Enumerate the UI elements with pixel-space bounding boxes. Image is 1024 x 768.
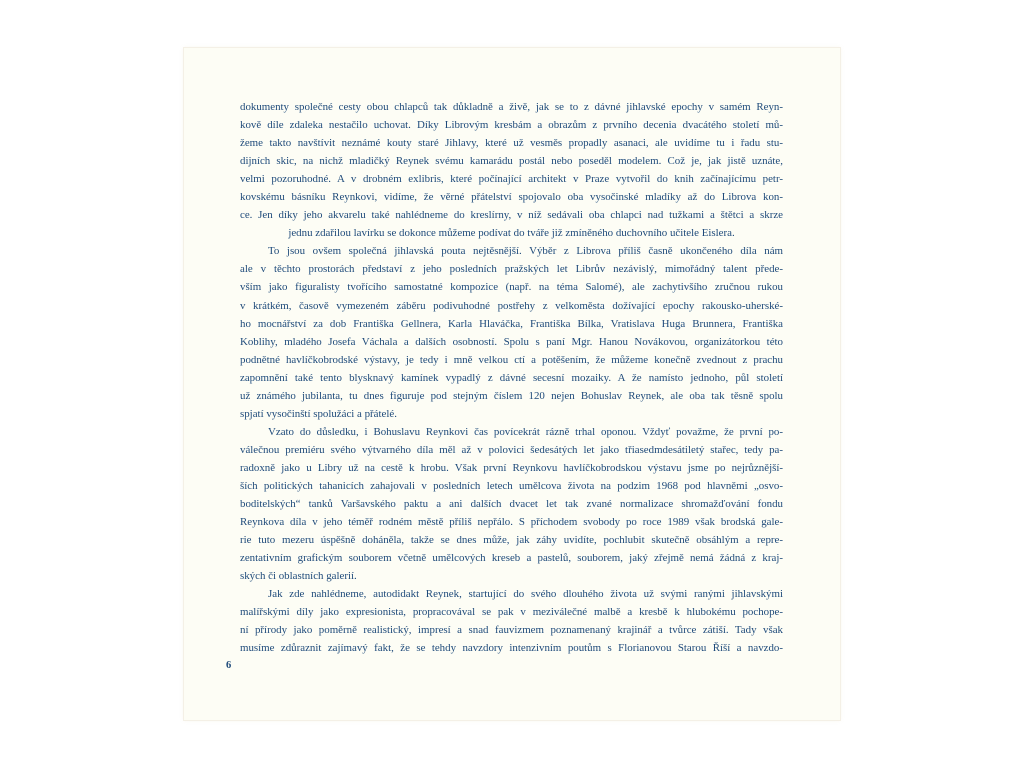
paragraph-2 <box>240 242 783 422</box>
text-line: zapomnění také tento blysknavý kamínek vypadlý z dávné secesní mozaiky. A že namísto jednoho, půl století <box>240 371 783 384</box>
text-line: malířskými díly jako expresionista, propracovával se pak v meziválečné malbě a kresbě k hlubokému pochope- <box>240 606 783 619</box>
text-line: ho mocnářství za dob Františka Gellnera, Karla Hlaváčka, Františka Bílka, Vratislava Huga Brunnera, Františka <box>240 317 783 330</box>
text-line: Koblihy, mladého Josefa Váchala a dalších osobností. Spolu s paní Mgr. Hanou Novákovou, organizátorkou této <box>240 335 783 348</box>
text-line: válečnou premiéru svého výtvarného díla měl až v polovici šedesátých let jako třiasedmdesátiletý stařec, tedy pa- <box>240 443 783 456</box>
paragraph-4 <box>240 585 783 657</box>
body-text <box>240 98 783 657</box>
text-line: dokumenty společné cesty obou chlapců tak důkladně a živě, jak se to z dávné jihlavské epochy v samém Reyn- <box>240 101 783 113</box>
text-line: spjatí vysočinští spolužáci a přátelé. <box>240 407 397 420</box>
paragraph-1 <box>240 98 783 242</box>
text-line: rie tuto mezeru úspěšně doháněla, takže se dnes může, jak záhy uvidíte, pochlubit skutečně obsáhlým a repre- <box>240 534 783 547</box>
text-line: boditelských“ tanků Varšavského paktu a ani dalších dvacet let tak zvané normalizace shromažďování fondu <box>240 498 783 511</box>
text-line: v krátkém, časově vymezeném záběru podivuhodné postřehy z velkoměsta dožívající epochy rakousko-uherské- <box>240 299 783 312</box>
text-line: žeme takto navštívit neznámé kouty staré Jihlavy, které už vesměs propadly asanaci, ale uvidíme tu i řadu stu- <box>240 137 783 150</box>
text-line: už známého jubilanta, tu dnes figuruje pod stejným číslem 120 nejen Bohuslav Reynek, ale oba tak těsně spolu <box>240 389 783 402</box>
paragraph-3 <box>240 423 783 585</box>
text-line: kově díle zdaleka nestačilo uchovat. Díky Librovým kresbám a obrazům z prvního decenia dvacátého století mů- <box>240 119 783 132</box>
text-line: ších politických tahanicích zahajovali v posledních letech umělcova života na podzim 1968 pod hlavněmi „osvo- <box>240 479 783 492</box>
text-line: Reynkova díla v jeho téměř rodném městě příliš nepřálo. S příchodem svobody po roce 1989 však brodská gale- <box>240 516 783 529</box>
text-line: zentativním grafickým souborem včetně umělcových kreseb a pastelů, souborem, jaký zřejmě nemá žádná z kraj- <box>240 552 783 565</box>
page-number: 6 <box>226 660 232 671</box>
text-line: velmi pozoruhodné. A v drobném exlibris, které počínající architekt v Praze vytvořil do knih začínajícímu petr- <box>240 173 783 186</box>
text-line: podnětné havlíčkobrodské výstavy, je tedy i mně velkou ctí a potěšením, že můžeme konečně zvednout z prachu <box>240 353 783 366</box>
text-line: ce. Jen díky jeho akvarelu také nahlédneme do kreslírny, v níž sedávali oba chlapci nad tužkami a štětci a skrze <box>240 209 783 222</box>
text-line: vším jako figuralisty tvořícího samostatné kompozice (např. na téma Salomé), ale zachytivšího zručnou rukou <box>240 281 783 294</box>
book-page <box>184 48 840 720</box>
text-line: Vzato do důsledku, i Bohuslavu Reynkovi čas povícekrát rázně trhal oponou. Vždyť považme, že první po- <box>268 425 783 438</box>
text-line: Jak zde nahlédneme, autodidakt Reynek, startující do svého dlouhého života už svými ranými jihlavskými <box>268 588 783 601</box>
text-line: radoxně jako u Libry už na cestě k hrobu. Však první Reynkovu havlíčkobrodskou výstavu jsme po nejrůznější- <box>240 461 783 474</box>
text-line: musíme zdůraznit zajímavý fakt, že se tehdy navzdory intenzivním poutům s Florianovou Starou Říší a navzdo- <box>240 642 783 655</box>
text-line: To jsou ovšem společná jihlavská pouta nejtěsnější. Výběr z Librova příliš časně ukončeného díla nám <box>268 245 783 258</box>
text-line: ských či oblastních galerií. <box>240 570 357 583</box>
text-line: dijních skic, na nichž mladičký Reynek svému kamarádu postál nebo poseděl modelem. Což je, jak jistě uznáte, <box>240 155 783 168</box>
text-line: jednu zdařilou lavírku se dokonce můžeme podívat do tváře již zmíněného duchovního učitele Eislera. <box>288 227 735 240</box>
text-line: ale v těchto prostorách představí z jeho posledních pražských let Librův nezávislý, mimořádný talent přede- <box>240 263 783 276</box>
text-line: ní přírody jako poměrně realistický, impresí a snad fauvizmem poznamenaný krajinář a tvůrce zátiší. Tady však <box>240 624 783 637</box>
text-line: kovskému básníku Reynkovi, vidíme, že věrné přátelství spojovalo oba vysočinské mladíky až do Librova kon- <box>240 191 783 204</box>
